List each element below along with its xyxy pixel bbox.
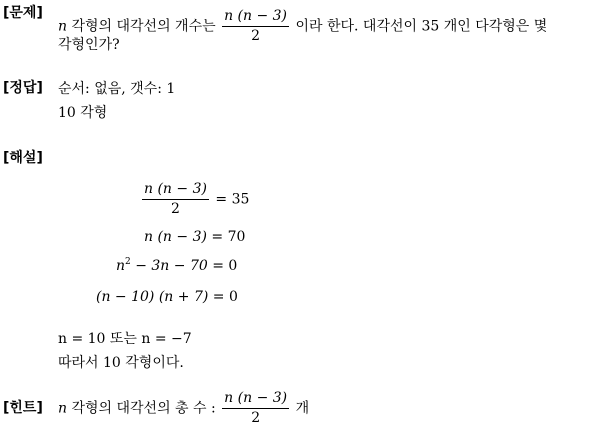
solution-conclusion-1: n = 10 또는 n = −7 (58, 331, 192, 347)
hint-fraction (222, 390, 289, 427)
problem-tag: [문제] (3, 5, 43, 21)
eq4-rhs: = 0 (212, 289, 238, 305)
hint-tag: [힌트] (3, 400, 43, 416)
eq1-rhs: = 35 (215, 191, 250, 208)
problem-fraction-denominator: 2 (251, 28, 261, 44)
hint-fraction-numerator: n (n − 3) (222, 390, 289, 409)
hint-post: 개 (295, 400, 310, 417)
eq1-fraction (142, 181, 209, 218)
hint-var-n: n (58, 400, 68, 417)
equation-2 (144, 228, 245, 246)
solution-tag: [해설] (3, 150, 43, 166)
equation-3 (116, 257, 237, 275)
eq3-lhs-b: − 3n − 70 (130, 258, 208, 274)
eq1-numerator: n (n − 3) (142, 181, 209, 200)
problem-line1 (58, 8, 547, 45)
var-n: n (58, 18, 68, 35)
eq4-lhs: (n − 10) (n + 7) (96, 289, 209, 305)
answer-line2: 10 각형 (58, 105, 108, 121)
eq3-rhs: = 0 (212, 258, 238, 274)
answer-tag: [정답] (3, 80, 43, 96)
eq2-lhs: n (n − 3) (144, 229, 207, 245)
hint-pre: 각형의 대각선의 총 수 : (71, 400, 216, 417)
hint-line (58, 390, 309, 427)
eq3-exponent: 2 (125, 257, 131, 267)
eq2-rhs: = 70 (211, 229, 246, 245)
problem-line1-pre: 각형의 대각선의 개수는 (71, 18, 216, 35)
solution-conclusion-2: 따라서 10 각형이다. (58, 355, 184, 371)
eq3-lhs-a: n (116, 258, 126, 274)
answer-line1: 순서: 없음, 갯수: 1 (58, 81, 176, 97)
eq1-denominator: 2 (171, 201, 180, 217)
problem-line1-post: 이라 한다. 대각선이 35 개인 다각형은 몇 (295, 18, 548, 35)
equation-4 (96, 288, 238, 306)
problem-line2: 각형인가? (58, 37, 120, 53)
problem-fraction (222, 8, 289, 45)
hint-fraction-denominator: 2 (251, 410, 261, 426)
problem-fraction-numerator: n (n − 3) (222, 8, 289, 27)
equation-1 (140, 181, 249, 218)
